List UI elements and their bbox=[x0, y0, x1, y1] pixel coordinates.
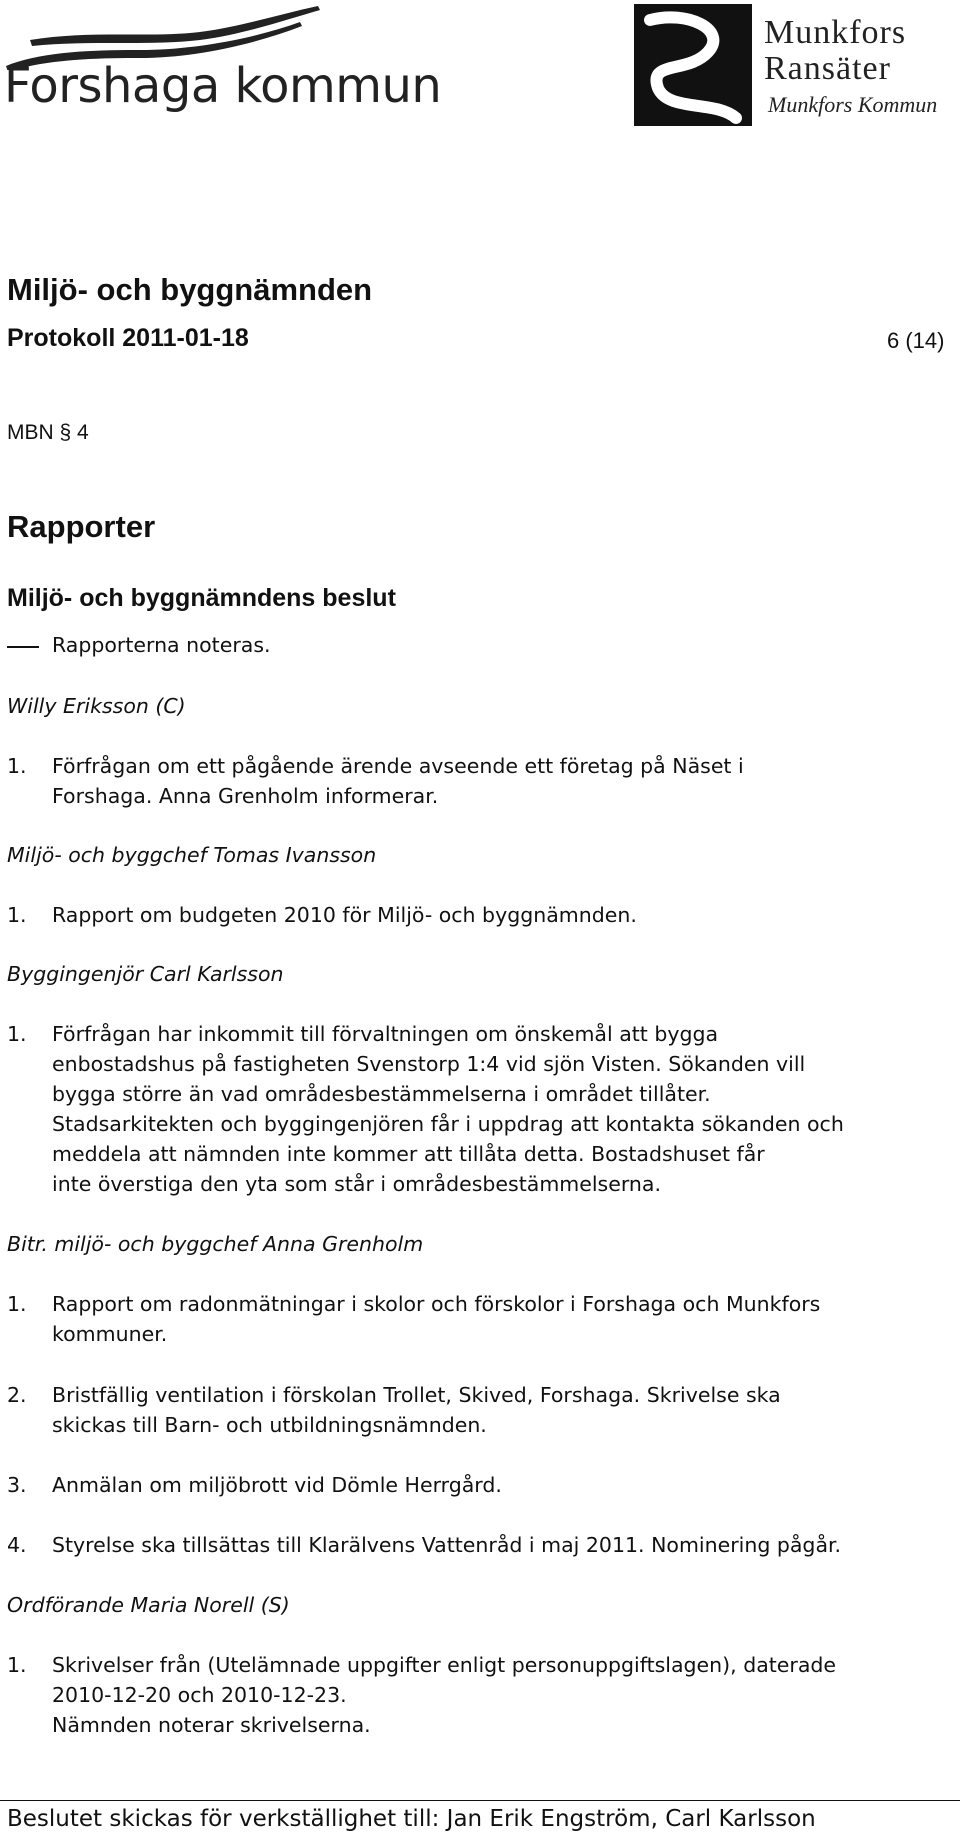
reporter-name: Bitr. miljö- och byggchef Anna Grenholm bbox=[7, 1232, 424, 1256]
list-number: 1. bbox=[7, 1022, 27, 1046]
protocol-date: Protokoll 2011-01-18 bbox=[7, 324, 249, 352]
munkfors-emblem bbox=[628, 0, 758, 130]
list-item-line: skickas till Barn- och utbildningsnämnden. bbox=[52, 1413, 487, 1437]
distribution-footer: Beslutet skickas för verkställighet till: Jan Erik Engström, Carl Karlsson bbox=[7, 1806, 816, 1832]
logo-title-line2: Ransäter bbox=[764, 50, 891, 87]
page-number: 6 (14) bbox=[887, 328, 945, 353]
list-item-line: bygga större än vad områdesbestämmelserna i området tillåter. bbox=[52, 1082, 711, 1106]
list-item-line: kommuner. bbox=[52, 1322, 168, 1346]
list-item-line: meddela att nämnden inte kommer att tillåta detta. Bostadshuset får bbox=[52, 1142, 765, 1166]
list-item-line: Skrivelser från (Utelämnade uppgifter enligt personuppgiftslagen), daterade bbox=[52, 1653, 837, 1677]
list-number: 1. bbox=[7, 754, 27, 778]
dash-bullet bbox=[7, 646, 39, 648]
munkfors-ransater-logo bbox=[628, 0, 960, 130]
list-number: 2. bbox=[7, 1383, 27, 1407]
list-item-line: Forshaga. Anna Grenholm informerar. bbox=[52, 784, 439, 808]
item-heading: Rapporter bbox=[7, 509, 156, 544]
list-item-line: Rapport om radonmätningar i skolor och förskolor i Forshaga och Munkfors bbox=[52, 1292, 821, 1316]
reporter-name: Ordförande Maria Norell (S) bbox=[7, 1593, 290, 1617]
list-item-line: Styrelse ska tillsättas till Klarälvens Vattenråd i maj 2011. Nominering pågår. bbox=[52, 1533, 842, 1557]
list-item-line: Rapport om budgeten 2010 för Miljö- och byggnämnden. bbox=[52, 903, 637, 927]
committee-title: Miljö- och byggnämnden bbox=[7, 272, 373, 307]
list-item-line: enbostadshus på fastigheten Svenstorp 1:4 vid sjön Visten. Sökanden vill bbox=[52, 1052, 806, 1076]
decision-heading: Miljö- och byggnämndens beslut bbox=[7, 584, 396, 612]
logo-title-line1: Munkfors bbox=[764, 14, 907, 51]
list-item-line: Förfrågan om ett pågående ärende avseende ett företag på Näset i bbox=[52, 754, 744, 778]
decision-text: Rapporterna noteras. bbox=[52, 633, 271, 657]
list-number: 1. bbox=[7, 1653, 27, 1677]
section-reference: MBN § 4 bbox=[7, 421, 89, 444]
reporter-name: Byggingenjör Carl Karlsson bbox=[7, 962, 284, 986]
forshaga-kommun-logo bbox=[0, 0, 442, 125]
list-number: 3. bbox=[7, 1473, 27, 1497]
list-number: 4. bbox=[7, 1533, 27, 1557]
list-number: 1. bbox=[7, 903, 27, 927]
list-item-line: Anmälan om miljöbrott vid Dömle Herrgård. bbox=[52, 1473, 502, 1497]
list-item-line: Bristfällig ventilation i förskolan Trollet, Skived, Forshaga. Skrivelse ska bbox=[52, 1383, 781, 1407]
reporter-name: Miljö- och byggchef Tomas Ivansson bbox=[7, 843, 377, 867]
list-item-line: Förfrågan har inkommit till förvaltningen om önskemål att bygga bbox=[52, 1022, 719, 1046]
footer-divider bbox=[0, 1800, 960, 1801]
list-item-line: inte överstiga den yta som står i områdesbestämmelserna. bbox=[52, 1172, 661, 1196]
reporter-name: Willy Eriksson (C) bbox=[7, 694, 186, 718]
list-number: 1. bbox=[7, 1292, 27, 1316]
forshaga-kommun-wordmark: Forshaga kommun bbox=[4, 58, 442, 114]
list-item-line: Nämnden noterar skrivelserna. bbox=[52, 1713, 371, 1737]
list-item-line: Stadsarkitekten och byggingenjören får i uppdrag att kontakta sökanden och bbox=[52, 1112, 844, 1136]
list-item-line: 2010-12-20 och 2010-12-23. bbox=[52, 1683, 347, 1707]
logo-subtitle: Munkfors Kommun bbox=[768, 92, 938, 117]
